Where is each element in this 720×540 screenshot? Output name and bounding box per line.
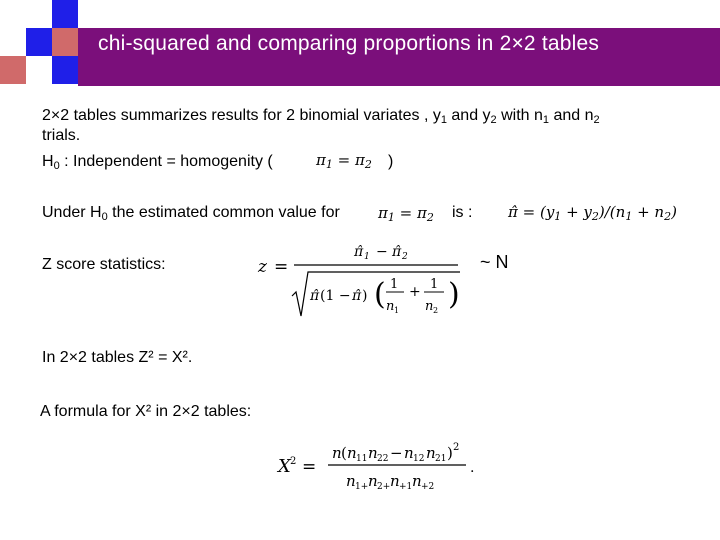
equivalence-text: In 2×2 tables Z² = Χ². — [42, 349, 193, 366]
svg-text:.: . — [470, 460, 475, 476]
svg-text:+: + — [409, 284, 421, 300]
svg-text:): ) — [448, 277, 460, 312]
is-label: is : — [452, 204, 473, 221]
svg-text:2: 2 — [402, 252, 408, 262]
svg-text:+1: +1 — [399, 482, 413, 492]
svg-text:n: n — [404, 444, 414, 462]
corner-square-blue-1 — [52, 0, 78, 28]
svg-text:n: n — [426, 444, 436, 462]
svg-text:2: 2 — [290, 456, 297, 467]
h0-line — [42, 152, 273, 176]
svg-text:+2: +2 — [421, 482, 435, 492]
svg-text:1: 1 — [430, 277, 439, 292]
intro-text: 2×2 tables summarizes results for 2 binomial variates , y — [42, 107, 441, 124]
svg-text:n: n — [412, 472, 422, 490]
svg-text:22: 22 — [377, 454, 389, 464]
svg-text:2: 2 — [433, 306, 439, 315]
svg-text:12: 12 — [413, 454, 425, 464]
pooled-estimate-equation: π̂ = $(y_1 + y_2)/(n_1 + n_2)$ — [508, 203, 677, 223]
svg-text:2+: 2+ — [377, 482, 391, 492]
n2-subscript: 2 — [593, 114, 600, 126]
under-subscript: 0 — [101, 211, 108, 223]
svg-text:1: 1 — [394, 306, 400, 315]
svg-text:π̂: π̂ — [352, 288, 362, 304]
svg-text:(: ( — [374, 277, 386, 312]
svg-text:n: n — [347, 444, 357, 462]
under-rest: the estimated common value for — [107, 204, 340, 221]
svg-text:=: = — [274, 257, 289, 277]
z-score-label: Z score statistics: — [42, 256, 166, 273]
intro-with: with n — [496, 107, 543, 124]
y2-subscript: 2 — [490, 114, 497, 126]
tilde-n: ~ N — [480, 252, 509, 272]
svg-text:(: ( — [341, 444, 347, 462]
intro-line-1 — [42, 106, 600, 130]
under-line — [42, 203, 340, 227]
svg-text:1+: 1+ — [355, 482, 369, 492]
common-value-equation: $\pi_1 = \pi_2$ — [378, 204, 434, 224]
z-formula — [254, 238, 476, 322]
chi-square-formula — [276, 434, 506, 494]
svg-text:=: = — [302, 457, 317, 477]
n1-subscript: 1 — [542, 114, 550, 126]
svg-text:π̂: π̂ — [354, 244, 364, 260]
svg-text:−: − — [376, 244, 388, 260]
svg-text:π̂: π̂ — [392, 244, 402, 260]
svg-text:1: 1 — [364, 252, 370, 262]
h0-subscript: 0 — [53, 160, 60, 172]
svg-text:−: − — [390, 444, 403, 462]
svg-text:n: n — [425, 299, 434, 314]
y1-subscript: 1 — [440, 114, 447, 126]
h0-equation: $\pi_1 = \pi_2$ — [316, 151, 372, 171]
formula-label: A formula for Χ² in 2×2 tables: — [40, 403, 252, 420]
svg-text:11: 11 — [356, 454, 368, 464]
svg-text:): ) — [362, 288, 368, 304]
intro-and: and n — [549, 107, 594, 124]
h0-close-paren: ) — [388, 153, 394, 170]
corner-square-red-1 — [52, 28, 78, 56]
svg-text:X: X — [278, 456, 291, 477]
corner-square-blue-3 — [52, 56, 78, 84]
svg-text:): ) — [447, 444, 453, 462]
svg-text:(1 −: (1 − — [320, 288, 351, 304]
svg-text:n: n — [332, 444, 342, 462]
svg-text:z: z — [258, 257, 267, 277]
corner-square-red-2 — [0, 56, 26, 84]
svg-text:21: 21 — [435, 454, 447, 464]
under-text: Under H — [42, 204, 102, 221]
svg-text:n: n — [386, 299, 395, 314]
svg-text:π̂: π̂ — [310, 288, 320, 304]
svg-text:n: n — [346, 472, 356, 490]
intro-mid: and y — [446, 107, 491, 124]
svg-text:n: n — [368, 472, 378, 490]
h0-label: H — [42, 153, 54, 170]
svg-text:1: 1 — [390, 277, 399, 292]
h0-text: : Independent = homogenity ( — [59, 153, 273, 170]
intro-line-2: trials. — [42, 127, 81, 144]
corner-square-blue-2 — [26, 28, 52, 56]
svg-text:n: n — [390, 472, 400, 490]
svg-text:n: n — [368, 444, 378, 462]
svg-text:2: 2 — [453, 442, 460, 453]
slide-title: chi-squared and comparing proportions in 2×2 tables — [98, 32, 600, 55]
